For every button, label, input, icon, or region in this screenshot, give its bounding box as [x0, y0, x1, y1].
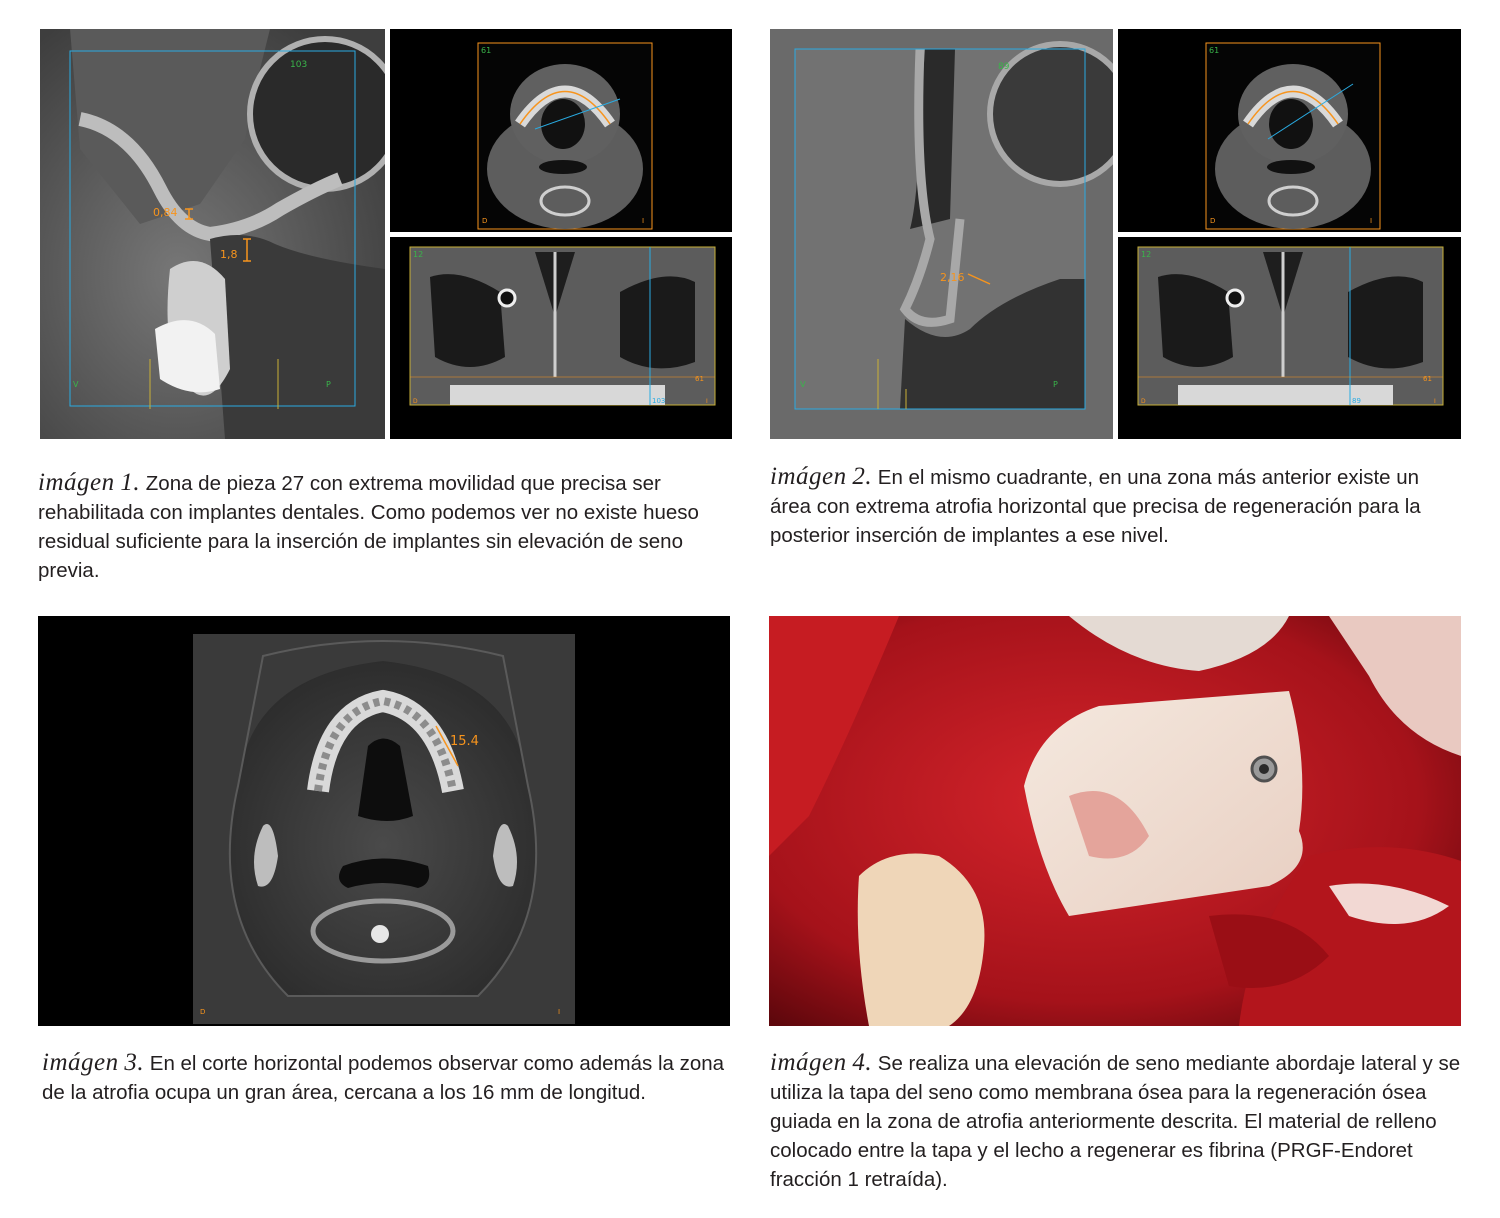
fig2-axial-slice: 61 [1209, 46, 1220, 55]
fig1-lead-word: imágen [38, 469, 115, 496]
fig1-caption-text: Zona de pieza 27 con extrema movilidad que precisa ser rehabilitada con implantes dentales. Como podemos ver no existe hueso residual suficiente para la inserción de implantes sin elevación de seno previa. [38, 472, 699, 582]
fig4-lead-number: 4. [852, 1049, 873, 1076]
fig1-caption [38, 468, 728, 585]
fig3-right-marker: I [558, 1008, 561, 1016]
fig2-sagittal-slice: 89 [998, 62, 1010, 72]
fig1-coronal-ct [390, 237, 732, 439]
fig1-coronal-slice: 12 [413, 250, 424, 259]
fig1-sagittal-right-marker: P [326, 380, 331, 389]
fig1-sagittal-ct [40, 29, 385, 439]
fig1-lead-number: 1. [120, 469, 141, 496]
fig1-axial-slice: 61 [481, 46, 492, 55]
fig3-lead-number: 3. [124, 1049, 145, 1076]
fig4-lead-word: imágen [770, 1049, 847, 1076]
fig3-lead-word: imágen [42, 1049, 119, 1076]
fig1-sagittal-left-marker: V [73, 380, 79, 389]
fig1-sagittal-slice: 103 [290, 60, 308, 70]
fig2-axial-left-marker: D [1210, 217, 1216, 225]
fig2-coronal-ct [1118, 237, 1461, 439]
fig4-surgical-photo [769, 616, 1461, 1026]
fig4-caption [770, 1048, 1462, 1194]
fig1-measure-a: 0,84 [153, 206, 178, 219]
fig2-coronal-side-number: 61 [1423, 375, 1432, 383]
fig4-caption-text: Se realiza una elevación de seno mediante abordaje lateral y se utiliza la tapa del seno como membrana ósea para la regeneración ósea guiada en la zona de atrofia anteriormente descrita. El material de relleno colocado entre la tapa y el lecho a regenerar es fibrina (PRGF-Endoret fracción 1 retraída). [770, 1052, 1461, 1191]
fig2-axial-right-marker: I [1370, 217, 1373, 225]
fig2-sagittal-right-marker: P [1053, 380, 1058, 389]
fig2-coronal-bottom-number: 89 [1352, 397, 1361, 405]
fig2-coronal-left-marker: D [1141, 398, 1146, 405]
fig2-caption [770, 462, 1462, 550]
fig2-measure-a: 2,16 [940, 271, 965, 284]
fig2-axial-ct [1118, 29, 1461, 232]
fig3-measure: 15.4 [450, 734, 479, 749]
fig1-axial-left-marker: D [482, 217, 488, 225]
fig1-axial-ct [390, 29, 732, 232]
fig1-coronal-left-marker: D [413, 398, 418, 405]
fig3-caption-text: En el corte horizontal podemos observar como además la zona de la atrofia ocupa un gran área, cercana a los 16 mm de longitud. [42, 1052, 725, 1104]
fig1-coronal-right-marker: I [706, 398, 708, 405]
fig1-coronal-bottom-number: 103 [652, 397, 666, 405]
fig1-axial-right-marker: I [642, 217, 645, 225]
fig1-coronal-side-number: 61 [695, 375, 704, 383]
fig2-lead-word: imágen [770, 463, 847, 490]
fig1-measure-b: 1,8 [220, 248, 238, 261]
fig3-axial-ct [38, 616, 730, 1026]
fig2-sagittal-ct [770, 29, 1113, 439]
fig2-lead-number: 2. [852, 463, 873, 490]
fig2-sagittal-left-marker: V [800, 380, 806, 389]
fig3-left-marker: D [200, 1008, 206, 1016]
fig2-coronal-slice: 12 [1141, 250, 1152, 259]
fig2-caption-text: En el mismo cuadrante, en una zona más anterior existe un área con extrema atrofia horizontal que precisa de regeneración para la posterior inserción de implantes a ese nivel. [770, 466, 1421, 547]
fig2-coronal-right-marker: I [1434, 398, 1436, 405]
fig3-caption [42, 1048, 728, 1107]
